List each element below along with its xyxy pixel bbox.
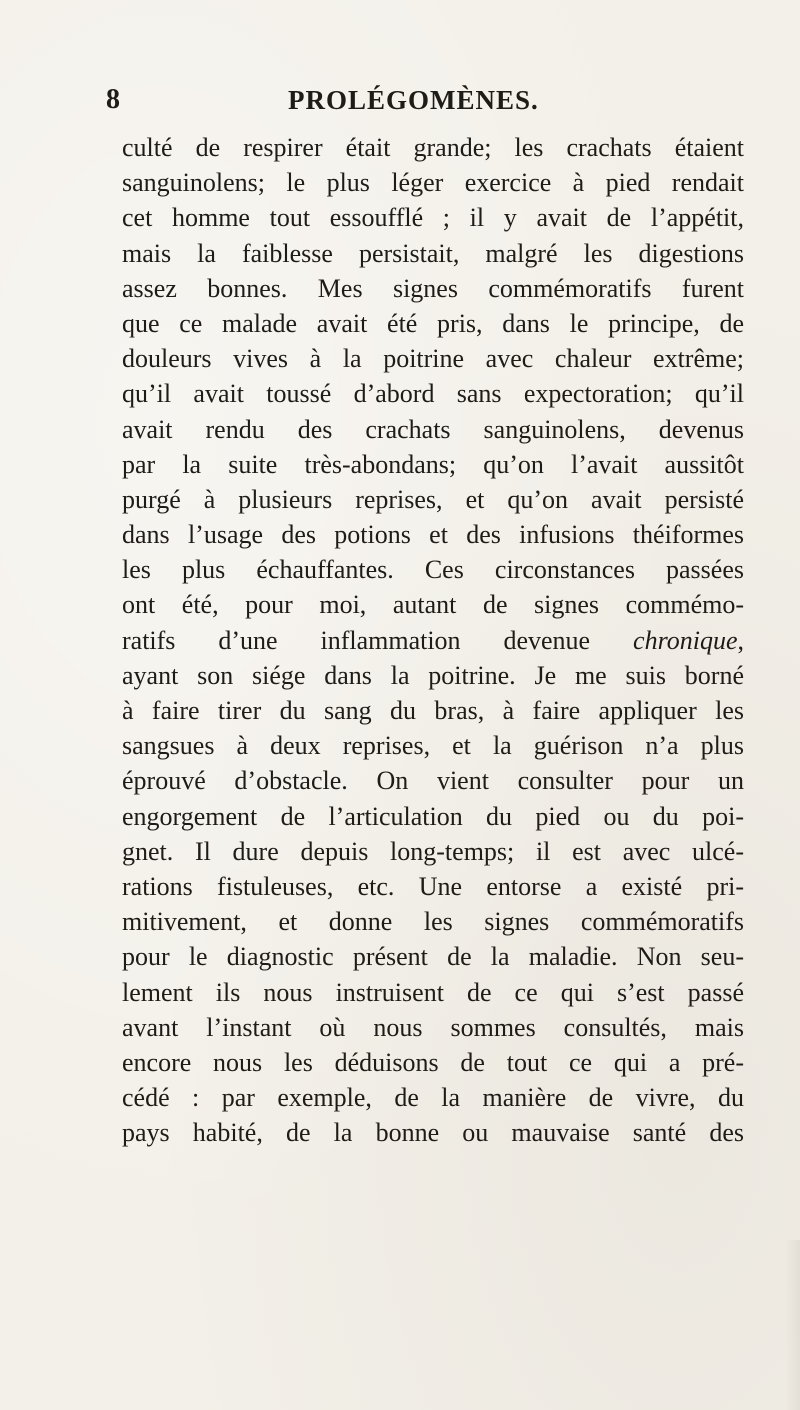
text-line: pour le diagnostic présent de la maladie. Non seu- [122,942,744,972]
text-line: qu’il avait toussé d’abord sans expectoration; qu’il [122,379,744,409]
text-line: douleurs vives à la poitrine avec chaleur extrême; [122,344,744,374]
text-line: avait rendu des crachats sanguinolens, devenus [122,414,744,444]
text-line: sanguinolens; le plus léger exercice à pied rendait [122,168,744,198]
page-edge-shadow [785,1240,800,1410]
body-text [122,130,744,1150]
text-line: rations fistuleuses, etc. Une entorse a existé pri- [122,871,744,901]
text-line: cet homme tout essoufflé ; il y avait de l’appétit, [122,203,744,233]
text-line: avant l’instant où nous sommes consultés, mais [122,1012,744,1042]
text-line: les plus échauffantes. Ces circonstances passées [122,555,744,585]
italic-emphasis: chronique [633,625,738,655]
page-number: 8 [106,84,120,115]
text-line: que ce malade avait été pris, dans le principe, de [122,308,744,338]
text-line: mitivement, et donne les signes commémoratifs [122,907,744,937]
text-line: ont été, pour moi, autant de signes commémo- [122,590,744,620]
text-line: mais la faiblesse persistait, malgré les digestions [122,238,744,268]
text-line: gnet. Il dure depuis long-temps; il est avec ulcé- [122,836,744,866]
text-line: ratifs d’une inflammation devenue chronique, [122,625,744,655]
text-line: éprouvé d’obstacle. On vient consulter pour un [122,766,744,796]
text-line: assez bonnes. Mes signes commémoratifs furent [122,273,744,303]
text-line: par la suite très-abondans; qu’on l’avait aussitôt [122,449,744,479]
text-line: pays habité, de la bonne ou mauvaise santé des [122,1118,744,1148]
text-line: culté de respirer était grande; les crachats étaient [122,133,744,162]
text-line: cédé : par exemple, de la manière de vivre, du [122,1083,744,1113]
text-line: encore nous les déduisons de tout ce qui a pré- [122,1047,744,1077]
running-head: PROLÉGOMÈNES. [288,85,539,115]
text-line: sangsues à deux reprises, et la guérison n’a plus [122,731,744,761]
text-line: lement ils nous instruisent de ce qui s’est passé [122,977,744,1007]
text-line: ayant son siége dans la poitrine. Je me suis borné [122,660,744,690]
page-header [106,80,746,120]
text-line: à faire tirer du sang du bras, à faire appliquer les [122,696,744,725]
text-line: purgé à plusieurs reprises, et qu’on avait persisté [122,484,744,514]
text-line: dans l’usage des potions et des infusions théiformes [122,520,744,550]
text-line: engorgement de l’articulation du pied ou du poi- [122,801,744,831]
